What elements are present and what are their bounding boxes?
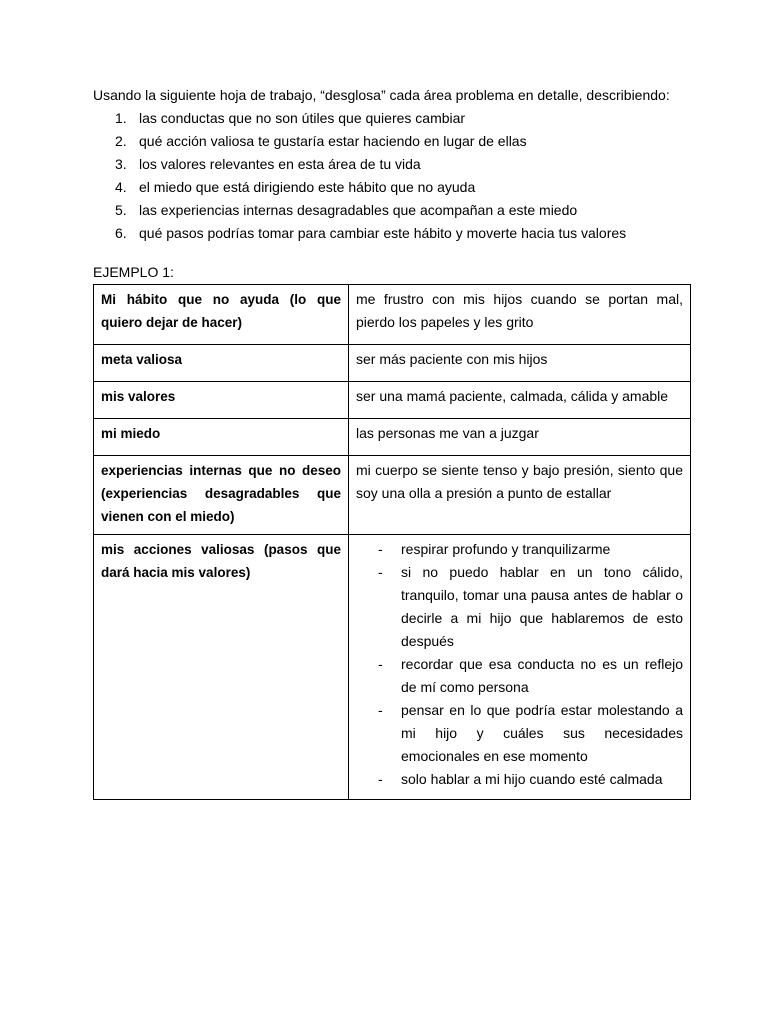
table-row: [94, 382, 691, 419]
bullet-dash: -: [378, 541, 383, 557]
bullet-dash: -: [378, 656, 383, 672]
row-label: mi miedo: [94, 419, 349, 456]
list-item-text: recordar que esa conducta no es un reflejo de mí como persona: [401, 656, 683, 695]
list-number: 1.: [115, 110, 127, 126]
table-row: [94, 285, 691, 345]
list-item-text: pensar en lo que podría estar molestando a mi hijo y cuáles sus necesidades emocionales en ese momento: [401, 702, 683, 764]
row-label: Mi hábito que no ayuda (lo que quiero dejar de hacer): [94, 285, 349, 345]
list-item: [93, 107, 691, 130]
list-item: [356, 561, 683, 653]
steps-list: [93, 107, 691, 245]
row-value: ser más paciente con mis hijos: [349, 345, 691, 382]
list-item: [93, 176, 691, 199]
document-page: [93, 84, 691, 800]
table-row: [94, 456, 691, 535]
row-label: mis valores: [94, 382, 349, 419]
list-item: [356, 768, 683, 791]
list-number: 5.: [115, 202, 127, 218]
list-number: 3.: [115, 156, 127, 172]
list-item: [356, 699, 683, 768]
list-item-text: si no puedo hablar en un tono cálido, tranquilo, tomar una pausa antes de hablar o decirle a mi hijo que hablaremos de esto después: [401, 564, 683, 649]
list-item-text: solo hablar a mi hijo cuando esté calmada: [401, 771, 663, 787]
actions-cell: [349, 535, 691, 800]
list-number: 6.: [115, 225, 127, 241]
list-item: [93, 199, 691, 222]
list-item: [93, 153, 691, 176]
list-item: [93, 130, 691, 153]
actions-list: [356, 538, 683, 791]
list-item-text: respirar profundo y tranquilizarme: [401, 541, 611, 557]
list-item-text: las experiencias internas desagradables que acompañan a este miedo: [139, 202, 578, 218]
list-item-text: qué acción valiosa te gustaría estar haciendo en lugar de ellas: [139, 133, 527, 149]
table-row: [94, 535, 691, 800]
bullet-dash: -: [378, 564, 383, 580]
list-number: 2.: [115, 133, 127, 149]
bullet-dash: -: [378, 702, 383, 718]
row-label: experiencias internas que no deseo (experiencias desagradables que vienen con el miedo): [94, 456, 349, 535]
row-value: las personas me van a juzgar: [349, 419, 691, 456]
row-label: meta valiosa: [94, 345, 349, 382]
list-item-text: qué pasos podrías tomar para cambiar este hábito y moverte hacia tus valores: [139, 225, 627, 241]
list-item-text: las conductas que no son útiles que quieres cambiar: [139, 110, 466, 126]
table-row: [94, 345, 691, 382]
intro-paragraph: Usando la siguiente hoja de trabajo, “desglosa” cada área problema en detalle, describiendo:: [93, 87, 670, 103]
row-value: me frustro con mis hijos cuando se portan mal, pierdo los papeles y les grito: [349, 285, 691, 345]
list-item-text: el miedo que está dirigiendo este hábito que no ayuda: [139, 179, 476, 195]
bullet-dash: -: [378, 771, 383, 787]
worksheet-table: [93, 284, 691, 800]
list-number: 4.: [115, 179, 127, 195]
table-row: [94, 419, 691, 456]
row-value: mi cuerpo se siente tenso y bajo presión, siento que soy una olla a presión a punto de estallar: [349, 456, 691, 535]
example-heading: EJEMPLO 1:: [93, 264, 174, 280]
list-item: [356, 538, 683, 561]
row-label: mis acciones valiosas (pasos que dará hacia mis valores): [94, 535, 349, 800]
list-item: [93, 222, 691, 245]
list-item: [356, 653, 683, 699]
list-item-text: los valores relevantes en esta área de tu vida: [139, 156, 421, 172]
row-value: ser una mamá paciente, calmada, cálida y amable: [349, 382, 691, 419]
